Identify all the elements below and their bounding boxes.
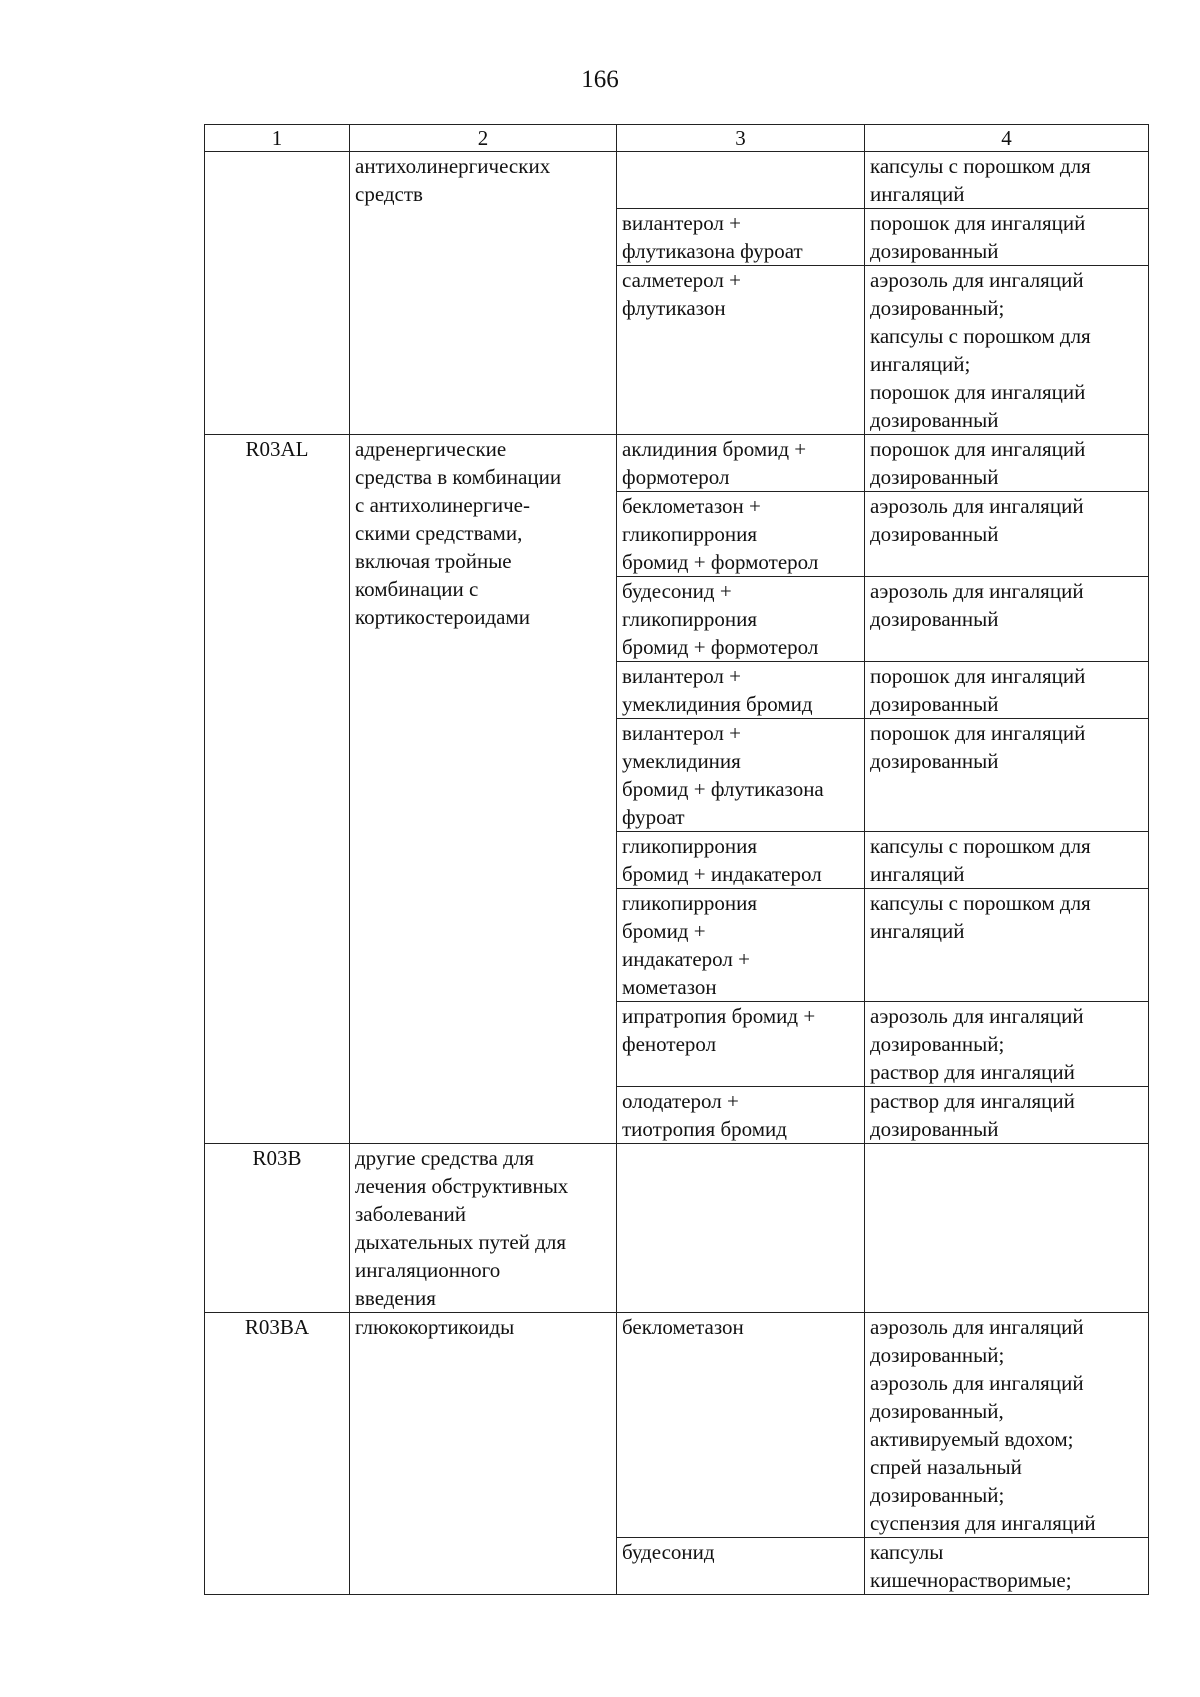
drug-name-cell-line: гликопиррония	[622, 891, 758, 915]
drug-name-cell-line: мометазон	[622, 975, 717, 999]
dosage-form-cell-line: дозированный,	[870, 1399, 1004, 1423]
dosage-form-cell-line: дозированный	[870, 692, 999, 716]
drug-name-cell-line: салметерол +	[622, 268, 741, 292]
dosage-form-cell	[865, 832, 1149, 889]
atc-code-cell: R03BA	[205, 1313, 350, 1595]
dosage-form-cell-line: дозированный;	[870, 1343, 1005, 1367]
drug-name-cell-line: фуроат	[622, 805, 685, 829]
drug-name-cell-line: гликопиррония	[622, 834, 758, 858]
dosage-form-cell	[865, 1002, 1149, 1087]
dosage-form-cell	[865, 1087, 1149, 1144]
dosage-form-cell-line: капсулы с порошком для	[870, 154, 1091, 178]
table-row	[205, 1144, 1149, 1313]
dosage-form-cell-line: дозированный;	[870, 1032, 1005, 1056]
column-number-header: 1	[205, 125, 350, 152]
dosage-form-cell-line: дозированный;	[870, 296, 1005, 320]
dosage-form-cell	[865, 889, 1149, 1002]
table-row	[205, 152, 1149, 209]
dosage-form-cell-line: аэрозоль для ингаляций	[870, 1315, 1084, 1339]
drug-name-cell	[617, 719, 865, 832]
drug-name-cell-line: ипратропия бромид +	[622, 1004, 816, 1028]
group-name-cell-line: заболеваний	[355, 1202, 466, 1226]
dosage-form-cell	[865, 1144, 1149, 1313]
drug-name-cell-line: флутиказон	[622, 296, 726, 320]
drug-name-cell-line: будесонид	[622, 1540, 715, 1564]
drug-name-cell-line: будесонид +	[622, 579, 732, 603]
dosage-form-cell	[865, 266, 1149, 435]
group-name-cell	[350, 152, 617, 435]
dosage-form-cell-line: дозированный	[870, 522, 999, 546]
dosage-form-cell-line: аэрозоль для ингаляций	[870, 268, 1084, 292]
dosage-form-cell-line: раствор для ингаляций	[870, 1060, 1075, 1084]
drug-name-cell	[617, 492, 865, 577]
drug-name-cell	[617, 1313, 865, 1538]
drug-name-cell-line: тиотропия бромид	[622, 1117, 787, 1141]
drug-name-cell-line: умеклидиния	[622, 749, 741, 773]
drug-name-cell-line: гликопиррония	[622, 607, 758, 631]
dosage-form-cell-line: капсулы	[870, 1540, 944, 1564]
group-name-cell-line: включая тройные	[355, 549, 512, 573]
drug-name-cell	[617, 832, 865, 889]
drug-name-cell-line: вилантерол +	[622, 664, 741, 688]
drug-name-cell-line: бромид +	[622, 919, 706, 943]
table-header-row	[205, 125, 1149, 152]
dosage-form-cell-line: дозированный	[870, 607, 999, 631]
drug-name-cell-line: вилантерол +	[622, 211, 741, 235]
dosage-form-cell-line: капсулы с порошком для	[870, 891, 1091, 915]
group-name-cell-line: глюкокортикоиды	[355, 1315, 515, 1339]
group-name-cell-line: кортикостероидами	[355, 605, 531, 629]
drug-name-cell	[617, 1538, 865, 1595]
dosage-form-cell	[865, 1538, 1149, 1595]
drug-name-cell	[617, 435, 865, 492]
dosage-form-cell-line: капсулы с порошком для	[870, 324, 1091, 348]
group-name-cell-line: лечения обструктивных	[355, 1174, 569, 1198]
group-name-cell	[350, 1313, 617, 1595]
dosage-form-cell-line: дозированный;	[870, 1483, 1005, 1507]
dosage-form-cell-line: дозированный	[870, 1117, 999, 1141]
dosage-form-cell-line: ингаляций;	[870, 352, 971, 376]
dosage-form-cell	[865, 209, 1149, 266]
column-number-header: 2	[350, 125, 617, 152]
atc-code-cell	[205, 152, 350, 435]
dosage-form-cell	[865, 577, 1149, 662]
group-name-cell-line: введения	[355, 1286, 436, 1310]
dosage-form-cell-line: порошок для ингаляций	[870, 437, 1086, 461]
group-name-cell-line: средства в комбинации	[355, 465, 562, 489]
dosage-form-cell-line: аэрозоль для ингаляций	[870, 1371, 1084, 1395]
dosage-form-cell-line: порошок для ингаляций	[870, 211, 1086, 235]
group-name-cell-line: ингаляционного	[355, 1258, 501, 1282]
dosage-form-cell-line: спрей назальный	[870, 1455, 1022, 1479]
drug-name-cell-line: формотерол	[622, 465, 730, 489]
group-name-cell-line: комбинации с	[355, 577, 479, 601]
drug-name-cell-line: бромид + флутиказона	[622, 777, 824, 801]
dosage-form-cell-line: порошок для ингаляций	[870, 664, 1086, 688]
group-name-cell-line: с антихолинергиче-	[355, 493, 530, 517]
dosage-form-cell-line: ингаляций	[870, 919, 965, 943]
dosage-form-cell-line: аэрозоль для ингаляций	[870, 494, 1084, 518]
group-name-cell-line: скими средствами,	[355, 521, 523, 545]
dosage-form-cell	[865, 492, 1149, 577]
drug-name-cell-line: беклометазон	[622, 1315, 744, 1339]
dosage-form-cell-line: ингаляций	[870, 182, 965, 206]
table-row	[205, 435, 1149, 492]
group-name-cell-line: дыхательных путей для	[355, 1230, 566, 1254]
dosage-form-cell-line: дозированный	[870, 408, 999, 432]
dosage-form-cell-line: ингаляций	[870, 862, 965, 886]
atc-code-cell: R03B	[205, 1144, 350, 1313]
drug-name-cell	[617, 1087, 865, 1144]
dosage-form-cell	[865, 152, 1149, 209]
drug-name-cell	[617, 266, 865, 435]
drug-name-cell-line: олодатерол +	[622, 1089, 739, 1113]
dosage-form-cell-line: аэрозоль для ингаляций	[870, 1004, 1084, 1028]
group-name-cell-line: антихолинергических	[355, 154, 551, 178]
drug-name-cell	[617, 662, 865, 719]
dosage-form-cell	[865, 435, 1149, 492]
drug-name-cell-line: беклометазон +	[622, 494, 761, 518]
drug-name-cell	[617, 577, 865, 662]
group-name-cell-line: адренергические	[355, 437, 507, 461]
drug-name-cell	[617, 209, 865, 266]
drug-name-cell	[617, 889, 865, 1002]
drug-name-cell-line: бромид + индакатерол	[622, 862, 822, 886]
dosage-form-cell-line: дозированный	[870, 465, 999, 489]
dosage-form-cell-line: суспензия для ингаляций	[870, 1511, 1096, 1535]
table-row	[205, 1313, 1149, 1538]
drug-name-cell-line: бромид + формотерол	[622, 635, 819, 659]
column-number-header: 4	[865, 125, 1149, 152]
group-name-cell	[350, 1144, 617, 1313]
group-name-cell-line: средств	[355, 182, 423, 206]
dosage-form-cell	[865, 1313, 1149, 1538]
drug-name-cell-line: гликопиррония	[622, 522, 758, 546]
drug-name-cell	[617, 1144, 865, 1313]
dosage-form-cell-line: порошок для ингаляций	[870, 380, 1086, 404]
dosage-form-cell-line: порошок для ингаляций	[870, 721, 1086, 745]
page-number: 166	[581, 66, 619, 93]
drug-name-cell-line: фенотерол	[622, 1032, 717, 1056]
column-number-header: 3	[617, 125, 865, 152]
drug-name-cell-line: индакатерол +	[622, 947, 750, 971]
dosage-form-cell-line: кишечнорастворимые;	[870, 1568, 1072, 1592]
drug-name-cell	[617, 152, 865, 209]
drug-name-cell-line: аклидиния бромид +	[622, 437, 807, 461]
dosage-form-cell-line: аэрозоль для ингаляций	[870, 579, 1084, 603]
dosage-form-cell-line: капсулы с порошком для	[870, 834, 1091, 858]
drug-table	[204, 124, 1149, 1595]
drug-name-cell	[617, 1002, 865, 1087]
drug-name-cell-line: умеклидиния бромид	[622, 692, 813, 716]
dosage-form-cell	[865, 719, 1149, 832]
drug-name-cell-line: вилантерол +	[622, 721, 741, 745]
group-name-cell-line: другие средства для	[355, 1146, 534, 1170]
atc-code-cell: R03AL	[205, 435, 350, 1144]
dosage-form-cell-line: раствор для ингаляций	[870, 1089, 1075, 1113]
group-name-cell	[350, 435, 617, 1144]
drug-name-cell-line: бромид + формотерол	[622, 550, 819, 574]
dosage-form-cell-line: активируемый вдохом;	[870, 1427, 1074, 1451]
dosage-form-cell-line: дозированный	[870, 239, 999, 263]
drug-name-cell-line: флутиказона фуроат	[622, 239, 803, 263]
dosage-form-cell	[865, 662, 1149, 719]
dosage-form-cell-line: дозированный	[870, 749, 999, 773]
